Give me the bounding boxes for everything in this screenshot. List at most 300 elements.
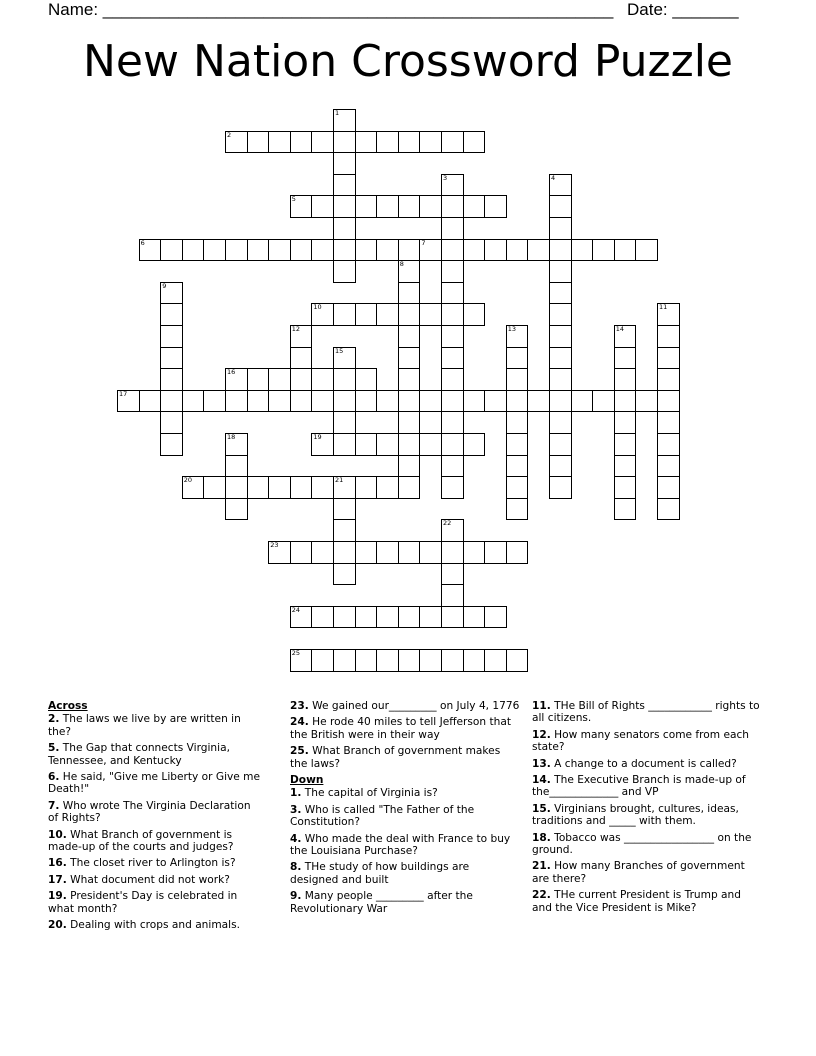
- clue-item: [48, 829, 263, 854]
- crossword-cell[interactable]: [398, 411, 421, 434]
- crossword-cell[interactable]: [463, 239, 486, 262]
- crossword-cell[interactable]: [333, 368, 356, 391]
- clue-item: [290, 833, 520, 858]
- clue-text: He said, "Give me Liberty or Give me Death!": [48, 771, 261, 796]
- crossword-cell[interactable]: [333, 541, 356, 564]
- clue-text: The capital of Virginia is?: [301, 787, 438, 800]
- crossword-cell[interactable]: [484, 195, 507, 218]
- clue-number: 8: [399, 260, 404, 269]
- crossword-cell[interactable]: [398, 649, 421, 672]
- crossword-cell[interactable]: [571, 390, 594, 413]
- crossword-cell[interactable]: [376, 476, 399, 499]
- crossword-cell[interactable]: [441, 411, 464, 434]
- crossword-cell[interactable]: [333, 239, 356, 262]
- clue-number-label: 8.: [290, 861, 302, 874]
- crossword-cell[interactable]: [441, 433, 464, 456]
- crossword-cell[interactable]: [160, 303, 183, 326]
- clue-text: The laws we live by are written in the?: [48, 713, 241, 738]
- crossword-cell[interactable]: [506, 239, 529, 262]
- clue-item: [532, 860, 762, 885]
- crossword-cell[interactable]: [484, 541, 507, 564]
- crossword-cell[interactable]: [333, 519, 356, 542]
- clue-number: 1: [335, 109, 340, 117]
- crossword-cell[interactable]: [441, 239, 464, 262]
- clue-number: 21: [335, 476, 344, 485]
- crossword-cell[interactable]: [333, 195, 356, 218]
- crossword-cell[interactable]: [614, 498, 637, 521]
- crossword-cell[interactable]: [441, 390, 464, 413]
- crossword-cell[interactable]: [225, 498, 248, 521]
- clue-number: 11: [659, 303, 668, 312]
- clue-item: [290, 716, 520, 741]
- crossword-cell[interactable]: [398, 347, 421, 370]
- crossword-cell[interactable]: [441, 649, 464, 672]
- crossword-cell[interactable]: [571, 239, 594, 262]
- clue-text: The Gap that connects Virginia, Tennessee, and Kentucky: [48, 742, 230, 767]
- clue-item: [290, 861, 520, 886]
- clue-item: [290, 700, 520, 712]
- clue-text: The closet river to Arlington is?: [66, 857, 236, 870]
- crossword-cell[interactable]: [398, 390, 421, 413]
- crossword-cell[interactable]: [290, 131, 313, 154]
- crossword-cell[interactable]: [614, 347, 637, 370]
- crossword-cell[interactable]: [635, 390, 658, 413]
- clue-item: [48, 713, 263, 738]
- crossword-cell[interactable]: [463, 433, 486, 456]
- crossword-cell[interactable]: [225, 476, 248, 499]
- clue-number-label: 17.: [48, 873, 67, 886]
- crossword-cell[interactable]: [290, 390, 313, 413]
- crossword-cell[interactable]: [484, 390, 507, 413]
- crossword-cell[interactable]: [355, 433, 378, 456]
- crossword-cell[interactable]: [398, 195, 421, 218]
- clue-item: [532, 774, 762, 799]
- clue-text: What Branch of government makes the laws?: [290, 745, 501, 770]
- crossword-cell[interactable]: [355, 649, 378, 672]
- clue-number-label: 2.: [48, 713, 60, 726]
- crossword-cell[interactable]: [311, 390, 334, 413]
- crossword-cell[interactable]: [203, 390, 226, 413]
- crossword-cell[interactable]: [333, 498, 356, 521]
- clue-number-label: 14.: [532, 774, 551, 787]
- crossword-cell[interactable]: [398, 541, 421, 564]
- crossword-cell[interactable]: [484, 239, 507, 262]
- clue-text: The Executive Branch is made-up of the_____________ and VP: [532, 774, 746, 799]
- clue-number-label: 5.: [48, 742, 60, 755]
- crossword-cell[interactable]: [355, 541, 378, 564]
- crossword-cell[interactable]: [311, 368, 334, 391]
- crossword-cell[interactable]: [398, 433, 421, 456]
- clue-number: 7: [421, 238, 426, 247]
- crossword-cell[interactable]: [268, 239, 291, 262]
- clue-number: 5: [291, 195, 296, 204]
- crossword-cell[interactable]: [506, 455, 529, 478]
- clue-number-label: 25.: [290, 745, 309, 758]
- crossword-cell[interactable]: [333, 131, 356, 154]
- crossword-cell[interactable]: [506, 347, 529, 370]
- crossword-cell[interactable]: [290, 476, 313, 499]
- clue-item: [290, 787, 520, 799]
- crossword-cell[interactable]: [484, 606, 507, 629]
- clue-number: 2: [227, 130, 232, 139]
- crossword-cell[interactable]: [657, 411, 680, 434]
- clue-number: 3: [443, 173, 448, 182]
- clue-text: A change to a document is called?: [550, 757, 737, 770]
- crossword-cell[interactable]: [290, 347, 313, 370]
- clue-text: What document did not work?: [66, 873, 230, 886]
- clue-text: Who wrote The Virginia Declaration of Rights?: [48, 799, 251, 825]
- crossword-cell[interactable]: [506, 649, 529, 672]
- clue-number: 9: [162, 281, 167, 290]
- clue-text: President's Day is celebrated in what month?: [48, 890, 238, 915]
- clue-number: 18: [227, 433, 236, 441]
- clue-item: [532, 803, 762, 828]
- crossword-cell[interactable]: [441, 217, 464, 240]
- crossword-cell[interactable]: [549, 390, 572, 413]
- clue-item: [48, 874, 263, 886]
- crossword-cell[interactable]: [657, 325, 680, 348]
- crossword-cell[interactable]: [549, 195, 572, 218]
- crossword-cell[interactable]: [355, 303, 378, 326]
- crossword-cell[interactable]: [376, 390, 399, 413]
- crossword-cell[interactable]: [419, 433, 442, 456]
- clue-text: He rode 40 miles to tell Jefferson that the British were in their way: [290, 716, 512, 741]
- crossword-cell[interactable]: [355, 368, 378, 391]
- clue-number-label: 22.: [532, 889, 551, 902]
- crossword-cell[interactable]: [549, 368, 572, 391]
- crossword-cell[interactable]: [506, 368, 529, 391]
- crossword-cell[interactable]: [398, 303, 421, 326]
- clue-number: 25: [291, 649, 301, 657]
- crossword-cell[interactable]: [333, 152, 356, 175]
- crossword-cell[interactable]: [549, 282, 572, 305]
- clue-number-label: 10.: [48, 828, 67, 841]
- crossword-cell[interactable]: [311, 476, 334, 499]
- clue-number: 17: [119, 389, 128, 398]
- crossword-cell[interactable]: [549, 476, 572, 499]
- crossword-cell[interactable]: [376, 541, 399, 564]
- crossword-cell[interactable]: [333, 303, 356, 326]
- crossword-cell[interactable]: [398, 476, 421, 499]
- crossword-cell[interactable]: [333, 217, 356, 240]
- crossword-cell[interactable]: [549, 433, 572, 456]
- crossword-cell[interactable]: [203, 476, 226, 499]
- crossword-cell[interactable]: [311, 541, 334, 564]
- clue-number: 24: [291, 605, 301, 614]
- clues-column-3: [532, 700, 762, 918]
- crossword-cell[interactable]: [225, 239, 248, 262]
- crossword-cell[interactable]: [506, 498, 529, 521]
- crossword-cell[interactable]: [355, 476, 378, 499]
- clue-item: [48, 857, 263, 869]
- clue-text: THe study of how buildings are designed and built: [290, 861, 470, 886]
- crossword-cell[interactable]: [657, 390, 680, 413]
- clue-number-label: 3.: [290, 803, 302, 816]
- crossword-cell[interactable]: [290, 239, 313, 262]
- crossword-cell[interactable]: [506, 390, 529, 413]
- crossword-cell[interactable]: [614, 455, 637, 478]
- crossword-cell[interactable]: [203, 239, 226, 262]
- clue-number: 15: [335, 346, 344, 355]
- crossword-cell[interactable]: [247, 131, 270, 154]
- clue-item: [290, 804, 520, 829]
- clue-item: [290, 890, 520, 915]
- clue-number: 10: [313, 303, 322, 312]
- across-heading: Across: [48, 700, 88, 712]
- clue-item: [532, 700, 762, 725]
- clue-item: [48, 890, 263, 915]
- clue-text: Tobacco was _________________ on the ground.: [532, 831, 752, 857]
- clue-number-label: 19.: [48, 890, 67, 903]
- crossword-cell[interactable]: [139, 390, 162, 413]
- clue-number-label: 21.: [532, 860, 551, 873]
- crossword-cell[interactable]: [614, 390, 637, 413]
- crossword-cell[interactable]: [463, 606, 486, 629]
- clue-number-label: 15.: [532, 802, 551, 815]
- crossword-cell[interactable]: [419, 541, 442, 564]
- crossword-cell[interactable]: [484, 649, 507, 672]
- crossword-cell[interactable]: [333, 390, 356, 413]
- crossword-cell[interactable]: [376, 303, 399, 326]
- crossword-cell[interactable]: [549, 411, 572, 434]
- crossword-cell[interactable]: [398, 455, 421, 478]
- crossword-cell[interactable]: [527, 390, 550, 413]
- crossword-cell[interactable]: [376, 131, 399, 154]
- crossword-cell[interactable]: [441, 195, 464, 218]
- crossword-cell[interactable]: [333, 563, 356, 586]
- crossword-cell[interactable]: [268, 368, 291, 391]
- crossword-cell[interactable]: [398, 239, 421, 262]
- clues-column-1: [48, 700, 263, 936]
- crossword-cell[interactable]: [657, 498, 680, 521]
- crossword-cell[interactable]: [441, 368, 464, 391]
- clue-text: Who is called "The Father of the Constitution?: [290, 803, 475, 829]
- clue-item: [48, 771, 263, 796]
- crossword-cell[interactable]: [268, 476, 291, 499]
- crossword-cell[interactable]: [657, 368, 680, 391]
- clue-text: How many Branches of government are there?: [532, 860, 745, 885]
- crossword-cell[interactable]: [441, 455, 464, 478]
- crossword-cell[interactable]: [441, 260, 464, 283]
- crossword-cell[interactable]: [614, 476, 637, 499]
- crossword-cell[interactable]: [614, 239, 637, 262]
- crossword-cell[interactable]: [160, 325, 183, 348]
- crossword-cell[interactable]: [160, 390, 183, 413]
- crossword-cell[interactable]: [333, 411, 356, 434]
- crossword-cell[interactable]: [160, 411, 183, 434]
- clue-number-label: 7.: [48, 799, 60, 812]
- name-field[interactable]: Name: ______________________________________________________: [48, 0, 614, 19]
- crossword-cell[interactable]: [355, 390, 378, 413]
- crossword-cell[interactable]: [592, 239, 615, 262]
- clue-item: [532, 889, 762, 914]
- crossword-cell[interactable]: [311, 606, 334, 629]
- clue-text: We gained our_________ on July 4, 1776: [308, 700, 520, 712]
- crossword-cell[interactable]: [463, 390, 486, 413]
- crossword-cell[interactable]: [463, 131, 486, 154]
- crossword-cell[interactable]: [247, 239, 270, 262]
- clue-text: THe Bill of Rights ____________ rights to all citizens.: [532, 700, 760, 725]
- crossword-cell[interactable]: [441, 347, 464, 370]
- clue-number-label: 23.: [290, 700, 309, 712]
- clue-number: 19: [313, 433, 322, 441]
- crossword-cell[interactable]: [463, 195, 486, 218]
- crossword-cell[interactable]: [247, 476, 270, 499]
- crossword-cell[interactable]: [247, 390, 270, 413]
- crossword-cell[interactable]: [419, 606, 442, 629]
- clue-text: Many people _________ after the Revolutionary War: [290, 890, 473, 915]
- crossword-cell[interactable]: [635, 239, 658, 262]
- crossword-cell[interactable]: [549, 217, 572, 240]
- crossword-cell[interactable]: [441, 606, 464, 629]
- clue-text: Virginians brought, cultures, ideas, traditions and _____ with them.: [532, 802, 739, 828]
- crossword-cell[interactable]: [506, 476, 529, 499]
- clue-number-label: 18.: [532, 831, 551, 844]
- clue-number: 12: [291, 325, 301, 333]
- crossword-cell[interactable]: [549, 239, 572, 262]
- crossword-cell[interactable]: [333, 260, 356, 283]
- clue-item: [532, 729, 762, 754]
- crossword-cell[interactable]: [182, 239, 205, 262]
- clue-number-label: 13.: [532, 757, 551, 770]
- crossword-cell[interactable]: [355, 131, 378, 154]
- crossword-cell[interactable]: [441, 282, 464, 305]
- crossword-cell[interactable]: [419, 649, 442, 672]
- crossword-cell[interactable]: [549, 260, 572, 283]
- crossword-cell[interactable]: [441, 131, 464, 154]
- clue-item: [48, 742, 263, 767]
- crossword-cell[interactable]: [527, 239, 550, 262]
- crossword-cell[interactable]: [398, 325, 421, 348]
- clue-item: [290, 745, 520, 770]
- crossword-cell[interactable]: [441, 303, 464, 326]
- crossword-cell[interactable]: [160, 347, 183, 370]
- crossword-cell[interactable]: [268, 390, 291, 413]
- crossword-cell[interactable]: [333, 606, 356, 629]
- crossword-cell[interactable]: [225, 455, 248, 478]
- clue-text: What Branch of government is made-up of the courts and judges?: [48, 828, 234, 854]
- crossword-cell[interactable]: [657, 347, 680, 370]
- clue-number-label: 20.: [48, 919, 67, 932]
- crossword-cell[interactable]: [419, 303, 442, 326]
- crossword-cell[interactable]: [463, 303, 486, 326]
- crossword-cell[interactable]: [333, 174, 356, 197]
- page-title: New Nation Crossword Puzzle: [83, 36, 733, 87]
- crossword-cell[interactable]: [592, 390, 615, 413]
- clue-number: 4: [551, 173, 556, 182]
- crossword-cell[interactable]: [419, 195, 442, 218]
- clue-number-label: 24.: [290, 716, 309, 729]
- crossword-cell[interactable]: [355, 606, 378, 629]
- crossword-cell[interactable]: [506, 541, 529, 564]
- clue-number-label: 11.: [532, 700, 551, 712]
- clue-number: 6: [140, 238, 145, 247]
- clue-text: THe current President is Trump and and the Vice President is Mike?: [532, 889, 741, 914]
- clue-number-label: 9.: [290, 890, 302, 903]
- crossword-cell[interactable]: [376, 433, 399, 456]
- crossword-cell[interactable]: [657, 433, 680, 456]
- crossword-cell[interactable]: [398, 368, 421, 391]
- crossword-cell[interactable]: [441, 541, 464, 564]
- crossword-cell[interactable]: [549, 325, 572, 348]
- crossword-cell[interactable]: [160, 368, 183, 391]
- crossword-cell[interactable]: [376, 239, 399, 262]
- crossword-cell[interactable]: [441, 563, 464, 586]
- clue-number-label: 16.: [48, 857, 67, 870]
- crossword-cell[interactable]: [441, 584, 464, 607]
- clue-item: [532, 832, 762, 857]
- crossword-cell[interactable]: [225, 390, 248, 413]
- clue-number: 20: [183, 476, 193, 485]
- clue-number-label: 12.: [532, 728, 551, 741]
- down-heading: Down: [290, 774, 324, 787]
- crossword-cell[interactable]: [268, 131, 291, 154]
- clue-number-label: 6.: [48, 771, 60, 784]
- clue-number: 14: [615, 325, 625, 333]
- clue-text: How many senators come from each state?: [532, 728, 749, 754]
- crossword-cell[interactable]: [333, 649, 356, 672]
- clue-number: 22: [443, 519, 452, 528]
- crossword-cell[interactable]: [657, 455, 680, 478]
- crossword-cell[interactable]: [376, 606, 399, 629]
- crossword-cell[interactable]: [419, 390, 442, 413]
- crossword-cell[interactable]: [441, 325, 464, 348]
- clue-number: 16: [227, 368, 236, 377]
- crossword-cell[interactable]: [311, 131, 334, 154]
- crossword-cell[interactable]: [549, 303, 572, 326]
- crossword-cell[interactable]: [376, 195, 399, 218]
- crossword-cell[interactable]: [398, 282, 421, 305]
- crossword-cell[interactable]: [463, 541, 486, 564]
- crossword-cell[interactable]: [355, 239, 378, 262]
- crossword-cell[interactable]: [549, 347, 572, 370]
- crossword-cell[interactable]: [311, 195, 334, 218]
- clue-number: 23: [270, 541, 279, 549]
- crossword-cell[interactable]: [398, 131, 421, 154]
- crossword-cell[interactable]: [614, 411, 637, 434]
- crossword-cell[interactable]: [355, 195, 378, 218]
- crossword-cell[interactable]: [290, 541, 313, 564]
- clue-number-label: 1.: [290, 787, 302, 800]
- clue-text: Dealing with crops and animals.: [66, 919, 240, 932]
- crossword-cell[interactable]: [398, 606, 421, 629]
- crossword-cell[interactable]: [333, 433, 356, 456]
- crossword-cell[interactable]: [506, 433, 529, 456]
- clue-number: 13: [507, 325, 517, 333]
- clue-item: [48, 800, 263, 825]
- clue-text: Who made the deal with France to buy the Louisiana Purchase?: [290, 832, 511, 858]
- crossword-cell[interactable]: [376, 649, 399, 672]
- crossword-cell[interactable]: [160, 239, 183, 262]
- crossword-cell[interactable]: [247, 368, 270, 391]
- crossword-cell[interactable]: [311, 239, 334, 262]
- crossword-cell[interactable]: [182, 390, 205, 413]
- crossword-cell[interactable]: [441, 476, 464, 499]
- crossword-cell[interactable]: [657, 476, 680, 499]
- crossword-cell[interactable]: [506, 411, 529, 434]
- crossword-cell[interactable]: [290, 368, 313, 391]
- crossword-cell[interactable]: [160, 433, 183, 456]
- clue-number-label: 4.: [290, 832, 302, 845]
- crossword-cell[interactable]: [614, 368, 637, 391]
- crossword-cell[interactable]: [614, 433, 637, 456]
- crossword-cell[interactable]: [311, 649, 334, 672]
- clue-item: [532, 758, 762, 770]
- crossword-cell[interactable]: [419, 131, 442, 154]
- date-field[interactable]: Date: _______: [627, 0, 739, 19]
- crossword-cell[interactable]: [463, 649, 486, 672]
- crossword-cell[interactable]: [549, 455, 572, 478]
